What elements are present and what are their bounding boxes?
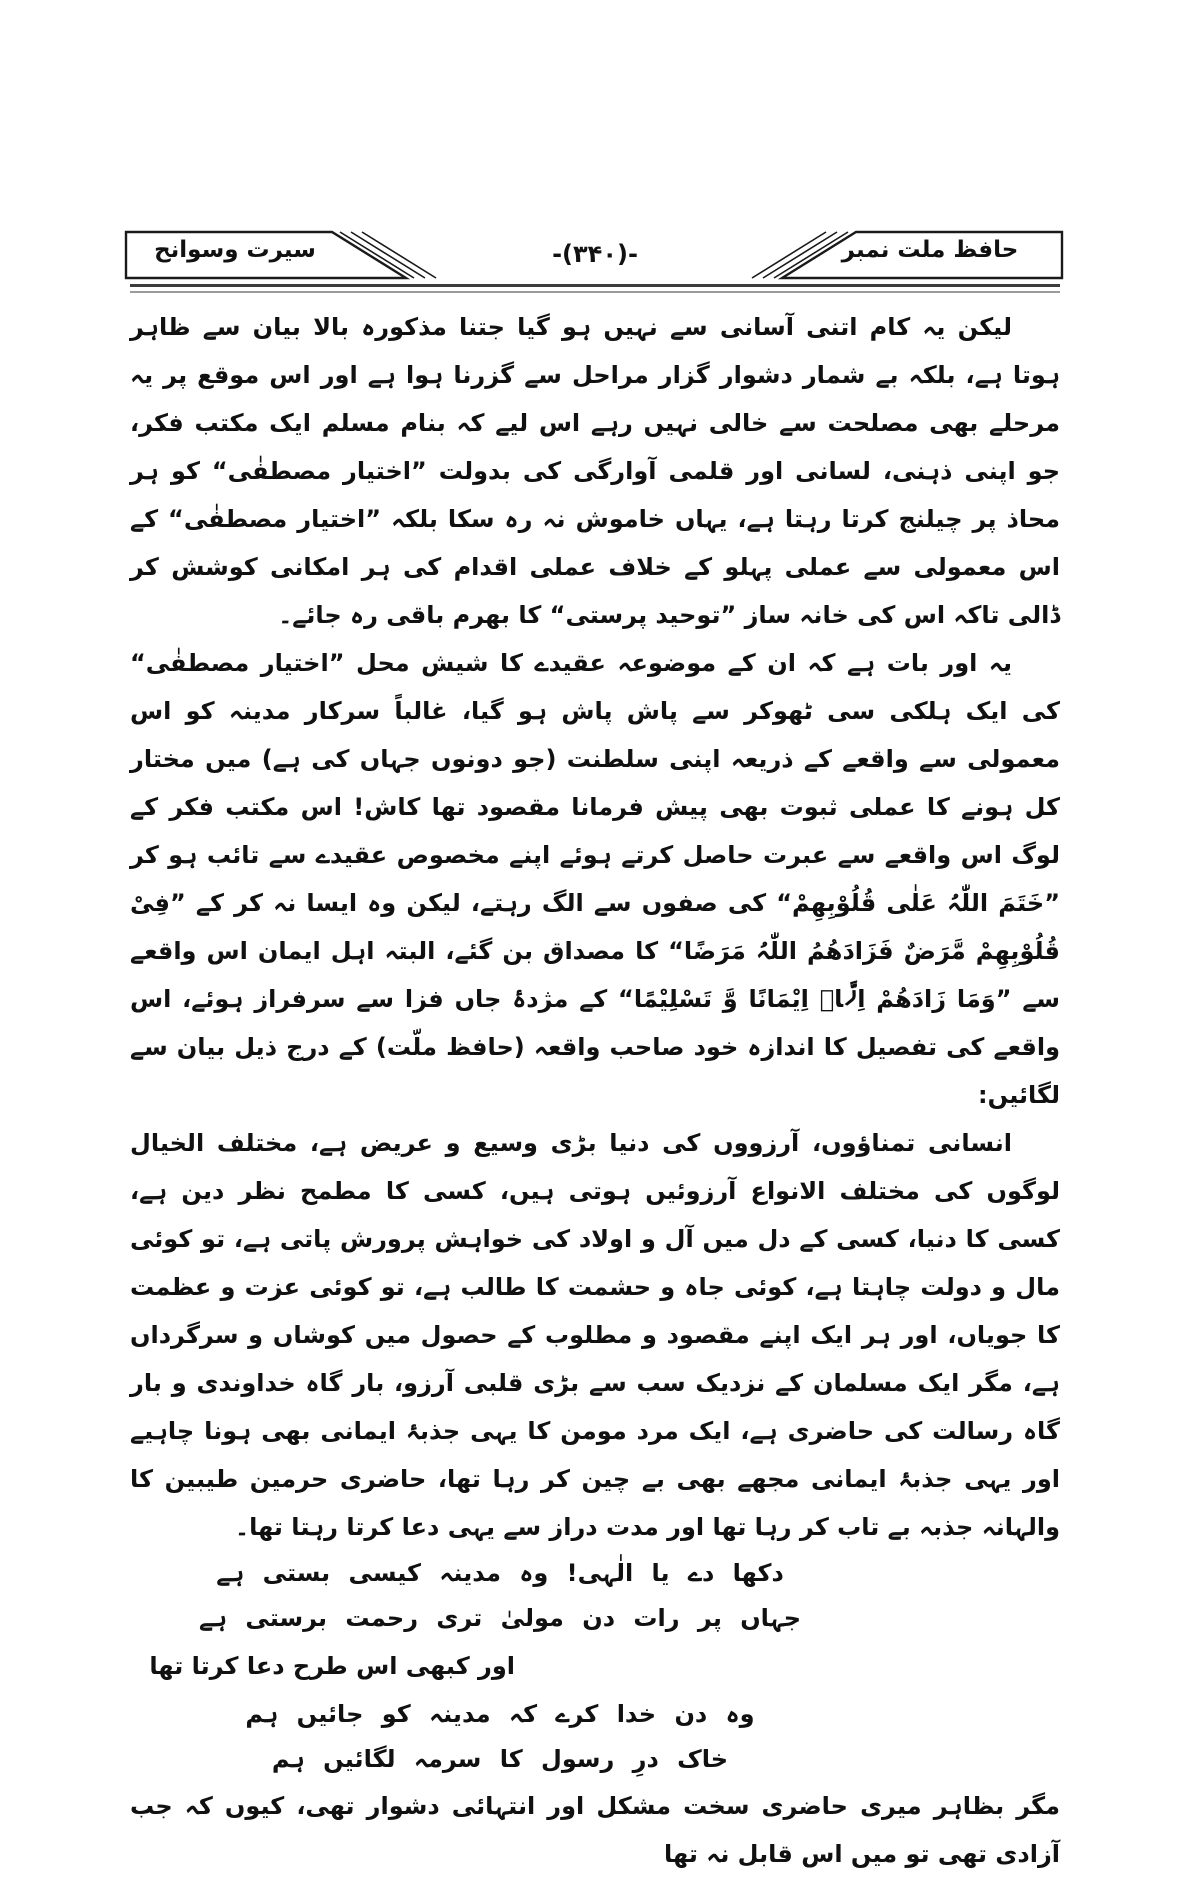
closing-paragraph: مگر بظاہر میری حاضری سخت مشکل اور انتہائی دشوار تھی، کیوں کہ جب آزادی تھی تو میں اس قابل نہ تھا xyxy=(130,1792,1060,1868)
poem-connector-line: اور کبھی اس طرح دعا کرتا تھا xyxy=(149,1652,515,1680)
poem-couplet2-line2: خاک درِ رسول کا سرمہ لگائیں ہم xyxy=(271,1745,729,1773)
poem-couplet2-line1: وہ دن خدا کرے کہ مدینہ کو جائیں ہم xyxy=(245,1700,755,1728)
section-title: سیرت وسوانح xyxy=(154,237,316,263)
header-section-box-left xyxy=(124,228,444,282)
page-number: -(۳۴۰)- xyxy=(552,240,638,268)
poem-couplet1-line2: جہاں پر رات دن مولیٰ تری رحمت برستی ہے xyxy=(198,1604,802,1632)
paragraph-2: یہ اور بات ہے کہ ان کے موضوعہ عقیدے کا شیش محل ”اختیار مصطفٰی“ کی ایک ہلکی سی ٹھوکر سے پاش پاش ہو گیا، غالباً سرکار مدینہ کو اس معمولی سے واقعے کے ذریعہ اپنی سلطنت (جو دونوں جہاں کی ہے) میں مختار کل ہونے کا عملی ثبوت بھی پیش فرمانا مقصود تھا کاش! اس مکتب فکر کے لوگ اس واقعے سے عبرت حاصل کرتے ہوئے اپنے مخصوص عقیدے سے تائب ہو کر ”خَتَمَ اللّٰہُ عَلٰی قُلُوْبِھِمْ“ کی صفوں سے الگ رہتے، لیکن وہ ایسا نہ کر کے ”فِیْ قُلُوْبِھِمْ مَّرَضٌ فَزَادَھُمُ اللّٰہُ مَرَضًا“ کا مصداق بن گئے، البتہ اہل ایمان اس واقعے سے ”وَمَا زَادَھُمْ اِلَّاۤ اِیْمَانًا وَّ تَسْلِیْمًا“ کے مژدۂ جاں فزا سے سرفراز ہوئے، اس واقعے کی تفصیل کا اندازہ خود صاحب واقعہ (حافظ ملّت) کے درج ذیل بیان سے لگائیں: xyxy=(130,649,1060,1109)
paragraph-1: لیکن یہ کام اتنی آسانی سے نہیں ہو گیا جتنا مذکورہ بالا بیان سے ظاہر ہوتا ہے، بلکہ بے شمار دشوار گزار مراحل سے گزرنا ہوا ہے اور اس موقع پر یہ مرحلے بھی مصلحت سے خالی نہیں رہے اس لیے کہ بنام مسلم ایک مکتب فکر، جو اپنی ذہنی، لسانی اور قلمی آوارگی کی بدولت ”اختیار مصطفٰی“ کو ہر محاذ پر چیلنج کرتا رہتا ہے، یہاں خاموش نہ رہ سکا بلکہ ”اختیار مصطفٰی“ کے اس معمولی سے عملی پہلو کے خلاف عملی اقدام کی ہر امکانی کوشش کر ڈالی تاکہ اس کی خانہ ساز ”توحید پرستی“ کا بھرم باقی رہ جائے۔ xyxy=(130,313,1060,629)
paragraph-3: انسانی تمناؤوں، آرزووں کی دنیا بڑی وسیع و عریض ہے، مختلف الخیال لوگوں کی مختلف الانواع آرزوئیں ہوتی ہیں، کسی کا مطمح نظر دین ہے، کسی کا دنیا، کسی کے دل میں آل و اولاد کی خواہش پرورش پاتی ہے، تو کوئی مال و دولت چاہتا ہے، کوئی جاہ و حشمت کا طالب ہے، تو کوئی عزت و عظمت کا جویاں، اور ہر ایک اپنے مقصود و مطلوب کے حصول میں کوشاں و سرگرداں ہے، مگر ایک مسلمان کے نزدیک سب سے بڑی قلبی آرزو، بار گاہ خداوندی و بار گاہ رسالت کی حاضری ہے، ایک مرد مومن کا یہی جذبۂ ایمانی بھی ہونا چاہیے اور یہی جذبۂ ایمانی مجھے بھی بے چین کر رہا تھا، حاضری حرمین طیبین کا والہانہ جذبہ بے تاب کر رہا تھا اور مدت دراز سے یہی دعا کرتا رہتا تھا۔ xyxy=(130,1129,1060,1541)
page-text xyxy=(130,303,1060,1878)
page-header xyxy=(130,228,1060,286)
poem-couplet1-line1: دکھا دے یا الٰہی! وہ مدینہ کیسی بستی ہے xyxy=(216,1559,784,1587)
header-section-box-right xyxy=(744,228,1064,282)
issue-title: حافظ ملت نمبر xyxy=(841,237,1019,263)
